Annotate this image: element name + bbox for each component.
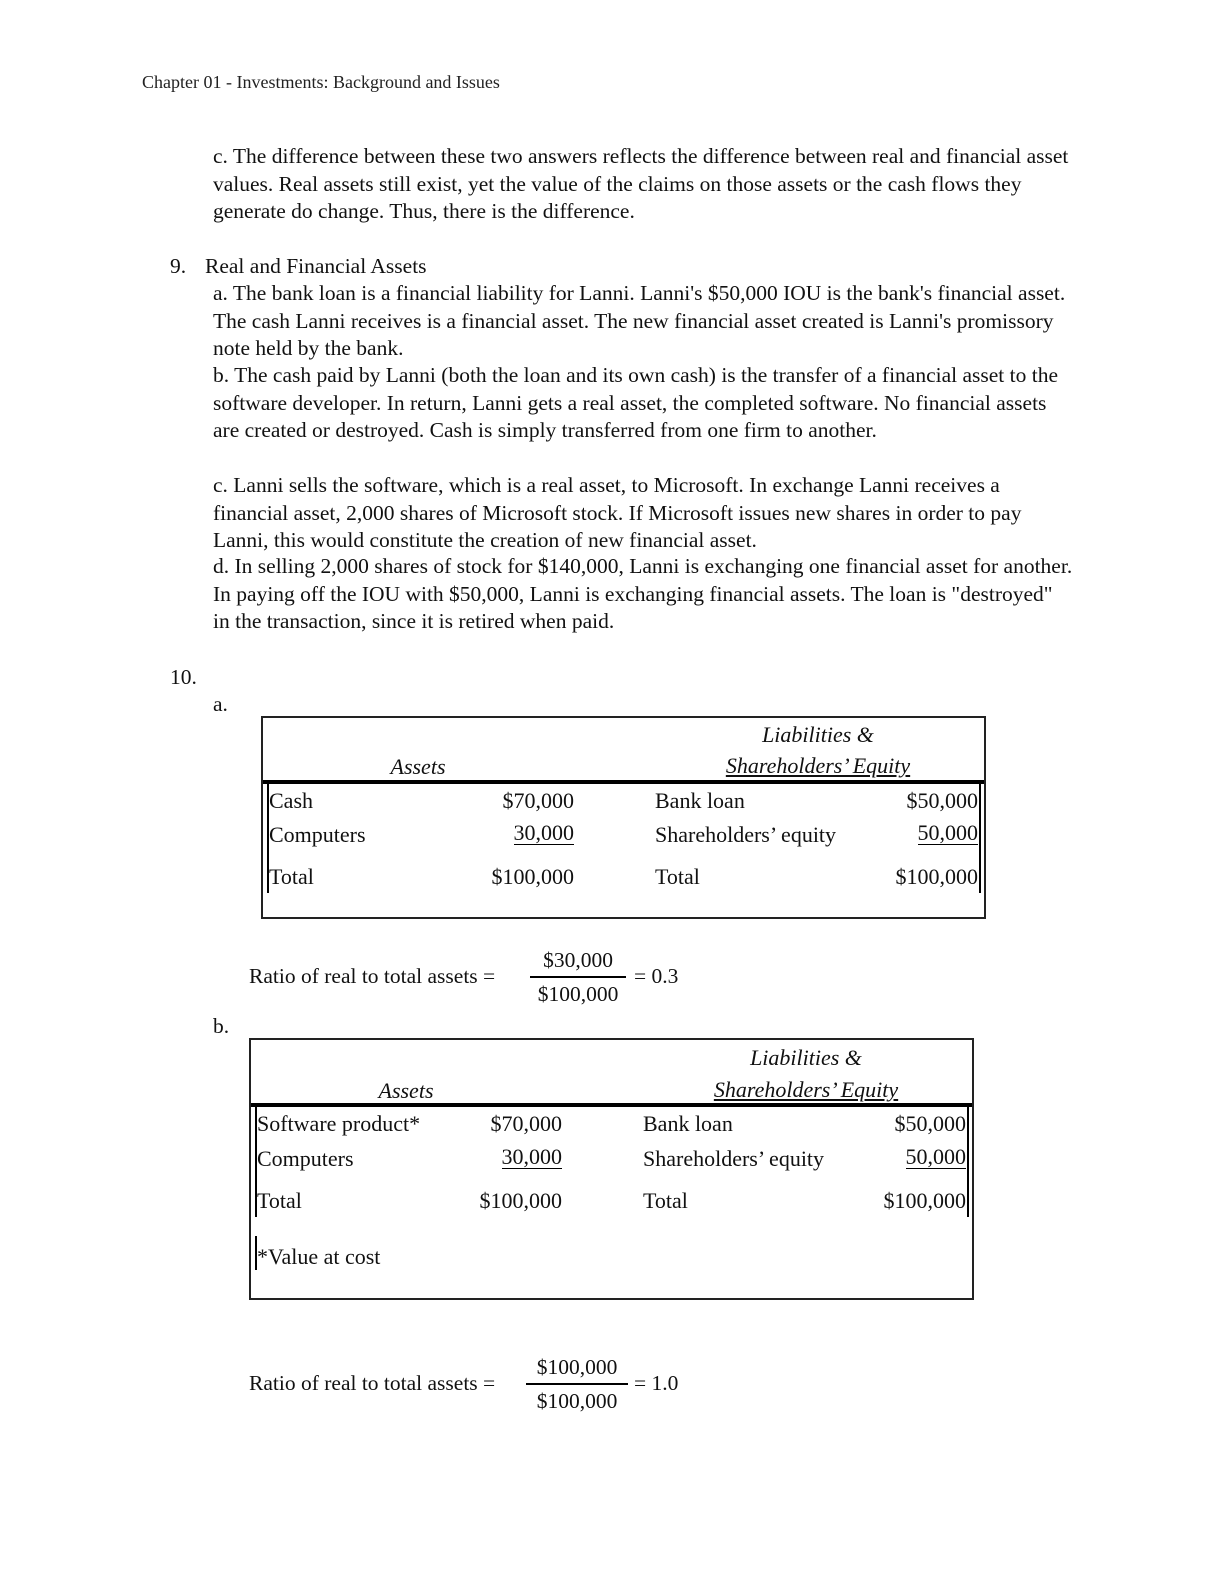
liability-label: Bank loan (655, 788, 745, 813)
equity-header: Shareholders’ Equity (713, 1077, 899, 1102)
liability-total-value: $100,000 (883, 1188, 966, 1213)
assets-header: Assets (378, 1078, 434, 1103)
liability-total-label: Total (643, 1188, 688, 1213)
q10-b-letter: b. (213, 1014, 230, 1038)
q9-part-b: b. The cash paid by Lanni (both the loan and its own cash) is the transfer of a financial asset to the software developer. In return, Lanni gets a real asset, the completed software. No financial assets are created or destroyed. Cash is simply transferred from one firm to another. (213, 363, 1059, 442)
liability-value: $50,000 (894, 1111, 966, 1136)
q9-number: 9. (170, 254, 187, 278)
page-header: Chapter 01 - Investments: Background and Issues (142, 72, 500, 92)
q9-title: Real and Financial Assets (205, 254, 427, 278)
asset-label: Computers (257, 1146, 354, 1171)
asset-value: 30,000 (501, 1144, 562, 1169)
footnote: *Value at cost (257, 1244, 381, 1269)
ratio-denominator: $100,000 (537, 981, 619, 1006)
ratio-fraction (530, 948, 626, 1007)
ratio-result: = 0.3 (634, 964, 679, 988)
header-rule (251, 1103, 972, 1107)
asset-total-label: Total (269, 864, 314, 889)
liability-total-label: Total (655, 864, 700, 889)
q10-number: 10. (170, 665, 197, 689)
q9-part-c: c. Lanni sells the software, which is a real asset, to Microsoft. In exchange Lanni receives a financial asset, 2,000 shares of Microsoft stock. If Microsoft issues new shares in order to pay Lanni, this would constitute the creation of new financial asset. (213, 473, 1022, 552)
liability-total-value: $100,000 (895, 864, 978, 889)
asset-label: Computers (269, 822, 366, 847)
asset-total-value: $100,000 (479, 1188, 562, 1213)
right-rule (979, 784, 981, 893)
liability-label: Shareholders’ equity (643, 1146, 825, 1171)
asset-total-label: Total (257, 1188, 302, 1213)
q8-part-c: c. The difference between these two answers reflects the difference between real and financial asset values. Real assets still exist, yet the value of the claims on those assets or the cash flows they generate do change. Thus, there is the difference. (213, 144, 1069, 223)
fraction-bar (530, 976, 626, 978)
right-rule (967, 1107, 969, 1217)
ratio-numerator: $30,000 (543, 948, 613, 972)
asset-value: 30,000 (513, 820, 574, 845)
asset-label: Cash (269, 788, 313, 813)
asset-total-value: $100,000 (491, 864, 574, 889)
ratio-label: Ratio of real to total assets = (249, 1371, 496, 1395)
balance-sheet-a (261, 716, 986, 919)
asset-label: Software product* (257, 1111, 421, 1136)
liability-label: Bank loan (643, 1111, 733, 1136)
ratio-denominator: $100,000 (536, 1388, 618, 1413)
liabilities-header: Liabilities & (750, 1045, 862, 1070)
fraction-bar (526, 1383, 628, 1385)
ratio-label: Ratio of real to total assets = (249, 964, 496, 988)
liability-label: Shareholders’ equity (655, 822, 837, 847)
asset-value: $70,000 (490, 1111, 562, 1136)
q9-part-d: d. In selling 2,000 shares of stock for $140,000, Lanni is exchanging one financial asset for another. In paying off the IOU with $50,000, Lanni is exchanging financial assets. The loan is "destroyed" in the transaction, since it is retired when paid. (213, 554, 1073, 633)
header-rule (263, 780, 984, 784)
ratio-numerator: $100,000 (536, 1355, 618, 1379)
ratio-fraction (526, 1355, 628, 1414)
equity-header: Shareholders’ Equity (725, 753, 911, 778)
q9-part-a: a. The bank loan is a financial liability for Lanni. Lanni's $50,000 IOU is the bank's financial asset. The cash Lanni receives is a financial asset. The new financial asset created is Lanni's promissory note held by the bank. (213, 281, 1066, 360)
liability-value: 50,000 (905, 1144, 966, 1169)
liability-value: 50,000 (917, 820, 978, 845)
assets-header: Assets (390, 754, 446, 779)
liability-value: $50,000 (906, 788, 978, 813)
ratio-result: = 1.0 (634, 1371, 679, 1395)
asset-value: $70,000 (502, 788, 574, 813)
q10-a-letter: a. (213, 692, 228, 716)
balance-sheet-b (249, 1038, 974, 1300)
liabilities-header: Liabilities & (762, 722, 874, 747)
